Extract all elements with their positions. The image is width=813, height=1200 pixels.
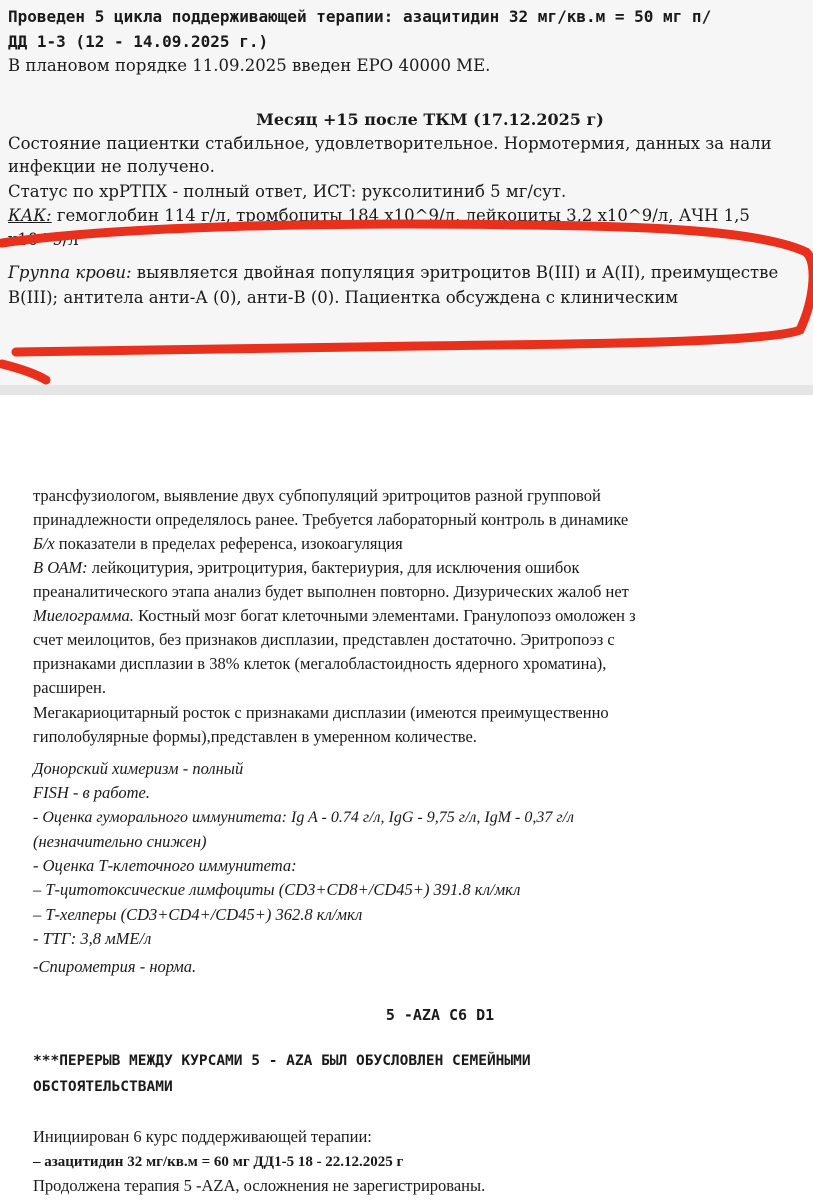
chimerism-line: Донорский химеризм - полный xyxy=(33,759,244,778)
urinalysis-line xyxy=(33,557,580,579)
humoral-note-line: (незначительно снижен) xyxy=(33,832,207,851)
blood-group-text: выявляется двойная популяция эритроцитов В(III) и А(II), преимуществе xyxy=(131,263,779,282)
break-note-line: ***ПЕРЕРЫВ МЕЖДУ КУРСАМИ 5 - AZA БЫЛ ОБУСЛОВЛЕН СЕМЕЙНЫМИ xyxy=(33,1053,531,1069)
therapy-cycle-line: Проведен 5 цикла поддерживающей терапии: азацитидин 32 мг/кв.м = 50 мг п/ xyxy=(8,7,712,26)
cbc-label: КАК: xyxy=(8,206,52,225)
page-separator xyxy=(0,385,813,395)
fish-line: FISH - в работе. xyxy=(33,783,150,802)
month-heading: Месяц +15 после ТКМ (17.12.2025 г) xyxy=(256,110,604,129)
text-line: трансфузиологом, выявление двух субпопуляций эритроцитов разной групповой xyxy=(33,486,601,505)
myelogram-line xyxy=(33,605,636,627)
text-line: принадлежности определялось ранее. Требуется лабораторный контроль в динамике xyxy=(33,510,629,529)
cytotoxic-line: – Т-цитотоксические лимфоциты (CD3+CD8+/CD45+) 391.8 кл/мкл xyxy=(33,880,521,899)
urinalysis-text: лейкоцитурия, эритроцитурия, бактериурия, для исключения ошибок xyxy=(87,558,580,577)
antibodies-line: В(III); антитела анти-А (0), анти-В (0). Пациентка обсуждена с клиническим xyxy=(8,288,679,307)
myelogram-text: Костный мозг богат клеточными элементами. Гранулопоэз омоложен з xyxy=(133,606,636,625)
continued-line: Продолжена терапия 5 -AZA, осложнения не зарегистрированы. xyxy=(33,1176,486,1195)
spirometry-line: -Спирометрия - норма. xyxy=(33,957,197,976)
text-line: Мегакариоцитарный росток с признаками дисплазии (имеются преимущественно xyxy=(33,703,609,722)
biochem-label: Б/х xyxy=(33,534,55,553)
biochem-line xyxy=(33,533,403,555)
epo-line: В плановом порядке 11.09.2025 введен ЕРО 40000 МЕ. xyxy=(8,56,491,75)
break-note-line: ОБСТОЯТЕЛЬСТВАМИ xyxy=(33,1079,173,1095)
top-document-fragment xyxy=(0,0,813,385)
humoral-immunity-line: - Оценка гуморального иммунитета: Ig A - 0.74 г/л, IgG - 9,75 г/л, IgM - 0,37 г/л xyxy=(33,809,575,826)
initiated-line: Инициирован 6 курс поддерживающей терапии: xyxy=(33,1127,372,1146)
cbc-values: гемоглобин 114 г/л, тромбоциты 184 х10^9/л, лейкоциты 3,2 х10^9/л, АЧН 1,5 xyxy=(51,206,750,225)
cbc-line xyxy=(8,205,750,227)
condition-line: Состояние пациентки стабильное, удовлетворительное. Нормотермия, данных за нали xyxy=(8,134,772,153)
helper-line: – Т-хелперы (CD3+CD4+/CD45+) 362.8 кл/мкл xyxy=(33,905,363,924)
text-line: гиполобулярные формы),представлен в умеренном количестве. xyxy=(33,727,477,746)
biochem-text: показатели в пределах референса, изокоагуляция xyxy=(54,534,403,553)
t-cell-heading-line: - Оценка Т-клеточного иммунитета: xyxy=(33,856,297,875)
text-line: расширен. xyxy=(33,678,106,697)
cycle-heading: 5 -AZA C6 D1 xyxy=(385,1006,495,1024)
blood-group-line xyxy=(8,262,778,284)
azacitidine-dose-line: – азацитидин 32 мг/кв.м = 60 мг ДД1-5 18 - 22.12.2025 г xyxy=(33,1154,404,1170)
marker-tail xyxy=(2,364,46,380)
urinalysis-label: В ОАМ: xyxy=(33,558,88,577)
therapy-days-line: ДД 1-3 (12 - 14.09.2025 г.) xyxy=(8,32,269,51)
gvhd-status-line: Статус по хрРТПХ - полный ответ, ИСТ: руксолитиниб 5 мг/сут. xyxy=(8,182,567,201)
blood-group-label: Группа крови: xyxy=(8,263,132,282)
infection-line: инфекции не получено. xyxy=(8,157,215,176)
myelogram-label: Миелограмма. xyxy=(33,606,134,625)
text-line: преаналитического этапа анализ будет выполнен повторно. Дизурических жалоб нет xyxy=(33,582,629,601)
text-line: признаками дисплазии в 38% клеток (мегалобластоидность ядерного хроматина), xyxy=(33,654,607,673)
bottom-document-fragment xyxy=(0,395,813,1200)
cbc-unit-line: х10^9/л xyxy=(8,230,79,249)
tsh-line: - ТТГ: 3,8 мМЕ/л xyxy=(33,929,152,948)
text-line: счет меилоцитов, без признаков дисплазии, представлен достаточно. Эритропоэз с xyxy=(33,630,615,649)
